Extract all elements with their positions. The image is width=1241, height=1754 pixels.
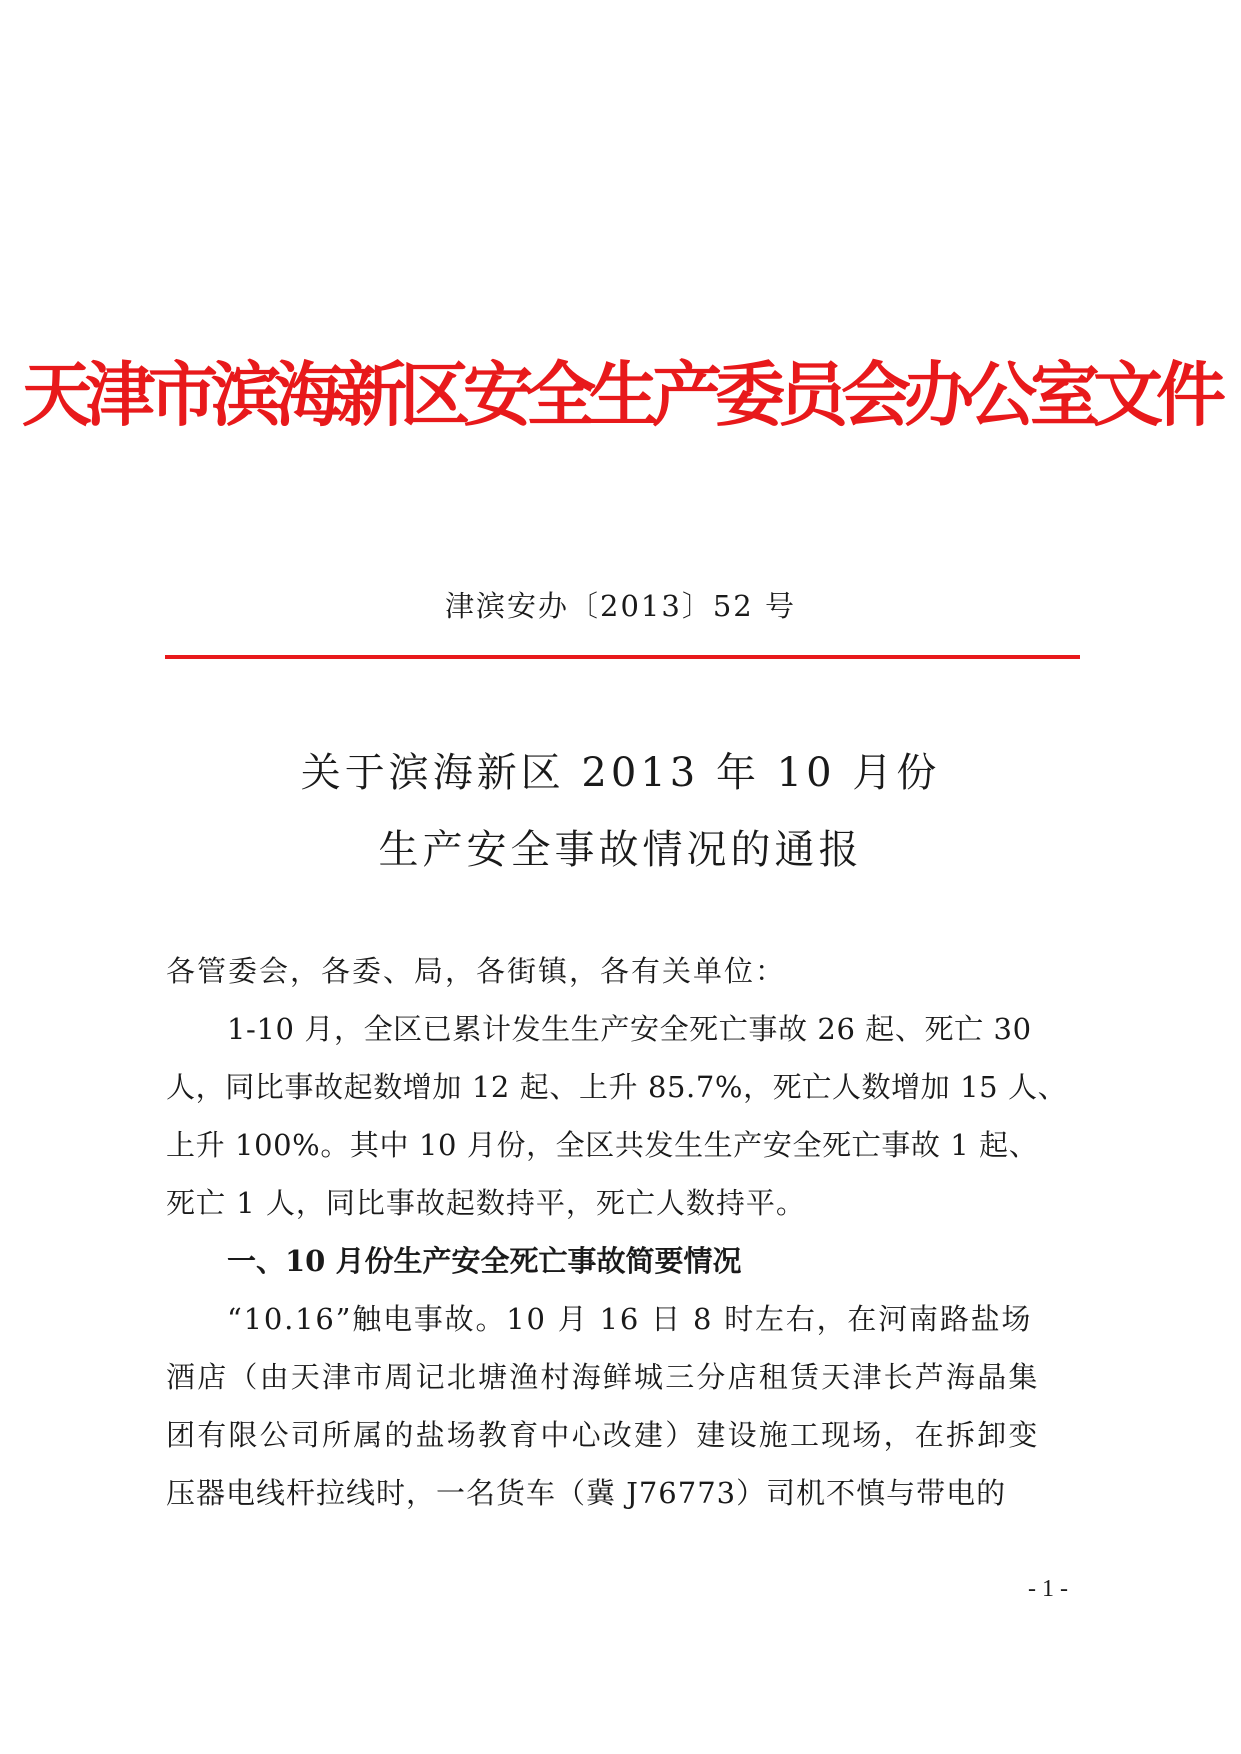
- incident-line-4: 压器电线杆拉线时，一名货车（冀 J76773）司机不慎与带电的: [166, 1476, 1007, 1510]
- subject-title-line-1: 关于滨海新区 2013 年 10 月份: [300, 750, 941, 796]
- document-number: 津滨安办〔2013〕52 号: [445, 589, 796, 623]
- summary-line-2: 人，同比事故起数增加 12 起、上升 85.7%，死亡人数增加 15 人、: [166, 1070, 1068, 1104]
- subject-title-line-2: 生产安全事故情况的通报: [378, 827, 863, 873]
- incident-line-2: 酒店（由天津市周记北塘渔村海鲜城三分店租赁天津长芦海晶集: [166, 1360, 1040, 1394]
- incident-line-1: “10.16”触电事故。10 月 16 日 8 时左右，在河南路盐场: [227, 1302, 1033, 1336]
- salutation: 各管委会，各委、局，各街镇，各有关单位：: [166, 954, 787, 988]
- red-separator-line: [165, 655, 1080, 659]
- incident-line-3: 团有限公司所属的盐场教育中心改建）建设施工现场，在拆卸变: [166, 1418, 1040, 1452]
- summary-line-3: 上升 100%。其中 10 月份，全区共发生生产安全死亡事故 1 起、: [166, 1128, 1039, 1162]
- issuing-office-title: 天津市滨海新区安全生产委员会办公室文件: [22, 353, 1219, 436]
- section-heading: 一、10 月份生产安全死亡事故简要情况: [227, 1244, 742, 1278]
- summary-line-1: 1-10 月，全区已累计发生生产安全死亡事故 26 起、死亡 30: [227, 1012, 1032, 1046]
- page-number: - 1 -: [1028, 1576, 1068, 1602]
- summary-line-4: 死亡 1 人，同比事故起数持平，死亡人数持平。: [166, 1186, 806, 1220]
